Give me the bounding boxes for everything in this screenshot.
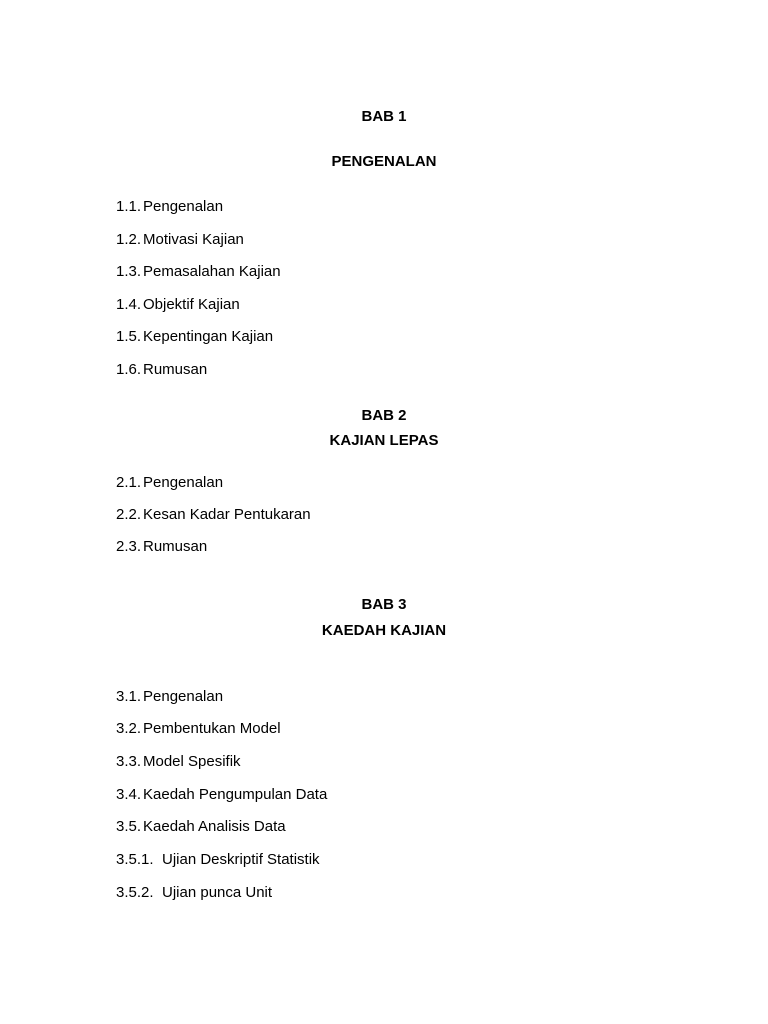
chapter-3-title: KAEDAH KAJIAN — [321, 622, 447, 639]
toc-item-text: Pemasalahan Kajian — [143, 263, 281, 280]
toc-item-number: 2.1. — [116, 474, 142, 491]
toc-item-number: 1.2. — [116, 231, 142, 248]
toc-item-text: Pengenalan — [143, 198, 224, 215]
toc-item — [116, 538, 207, 556]
toc-item-number: 1.3. — [116, 263, 142, 280]
toc-item — [116, 851, 320, 869]
toc-item-number: 3.3. — [116, 753, 142, 770]
toc-item-text: Objektif Kajian — [143, 296, 240, 313]
chapter-1-number: BAB 1 — [361, 108, 407, 125]
toc-item-number: 3.1. — [116, 688, 142, 705]
toc-item-text: Ujian punca Unit — [162, 884, 273, 901]
toc-item — [116, 506, 311, 524]
toc-item-number: 2.2. — [116, 506, 142, 523]
toc-item-text: Rumusan — [143, 538, 208, 555]
toc-item-number: 2.3. — [116, 538, 142, 555]
toc-item — [116, 328, 273, 346]
toc-item-text: Ujian Deskriptif Statistik — [162, 851, 320, 868]
toc-item-number: 3.4. — [116, 786, 142, 803]
toc-item — [116, 786, 327, 804]
toc-item-text: Motivasi Kajian — [143, 231, 244, 248]
chapter-3-number: BAB 3 — [361, 596, 407, 613]
toc-item-number: 3.2. — [116, 720, 142, 737]
toc-item — [116, 474, 223, 492]
toc-item — [116, 361, 207, 379]
chapter-1-title: PENGENALAN — [331, 153, 437, 170]
chapter-2-number: BAB 2 — [361, 407, 407, 424]
toc-item-text: Kaedah Pengumpulan Data — [143, 786, 328, 803]
toc-item — [116, 263, 281, 281]
chapter-2-title: KAJIAN LEPAS — [329, 432, 439, 449]
toc-item-text: Kepentingan Kajian — [143, 328, 274, 345]
toc-item — [116, 296, 240, 314]
toc-item-text: Model Spesifik — [143, 753, 241, 770]
toc-item-number: 1.6. — [116, 361, 142, 378]
toc-item-text: Kesan Kadar Pentukaran — [143, 506, 311, 523]
toc-item-text: Rumusan — [143, 361, 208, 378]
toc-item-text: Pembentukan Model — [143, 720, 281, 737]
toc-item-text: Pengenalan — [143, 474, 224, 491]
toc-item-number: 3.5. — [116, 818, 142, 835]
toc-item — [116, 688, 223, 706]
toc-item-number: 1.5. — [116, 328, 142, 345]
toc-item — [116, 818, 286, 836]
toc-item-number: 3.5.1. — [116, 851, 154, 868]
toc-item-number: 3.5.2. — [116, 884, 154, 901]
toc-item — [116, 231, 244, 249]
toc-item — [116, 753, 241, 771]
toc-item-number: 1.1. — [116, 198, 142, 215]
toc-item-text: Pengenalan — [143, 688, 224, 705]
toc-item — [116, 884, 272, 902]
toc-item — [116, 198, 223, 216]
toc-item-text: Kaedah Analisis Data — [143, 818, 286, 835]
toc-item-number: 1.4. — [116, 296, 142, 313]
toc-item — [116, 720, 281, 738]
